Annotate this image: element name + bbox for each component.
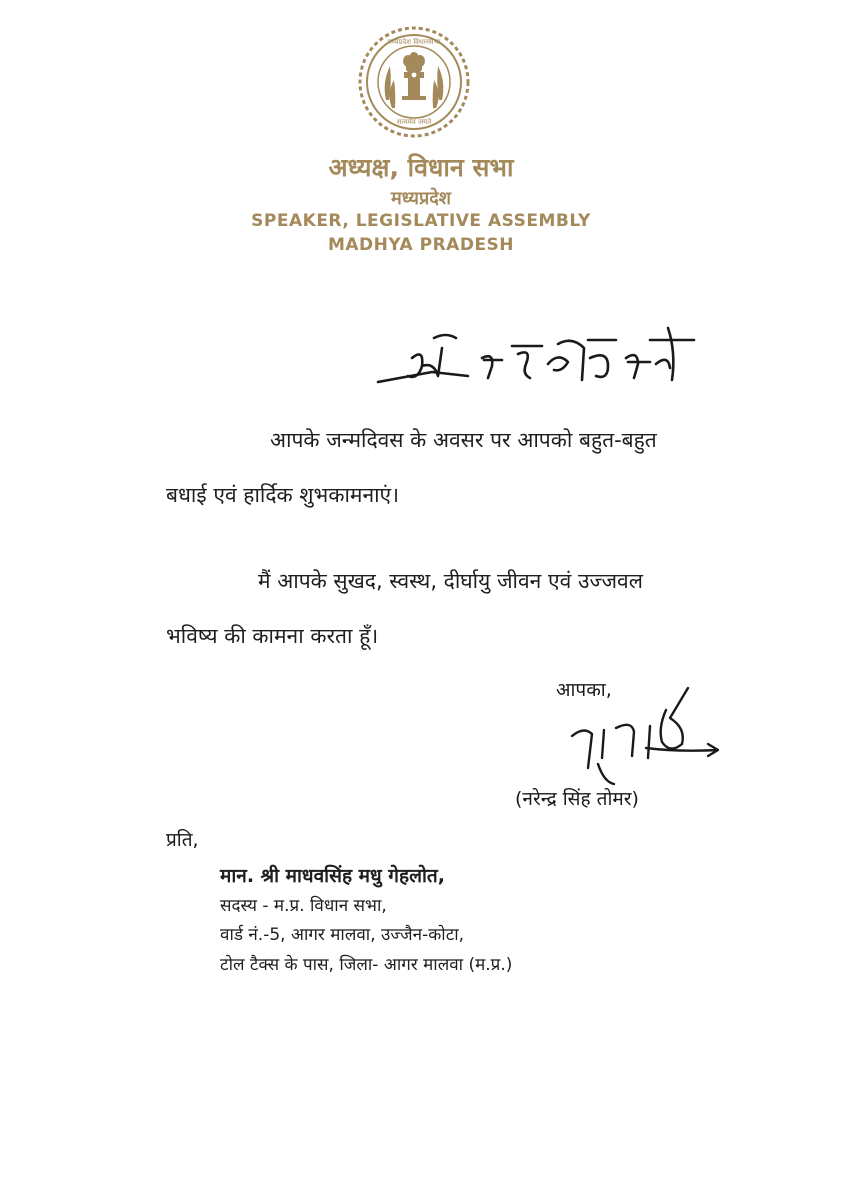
body-paragraph-1-line-1: आपके जन्मदिवस के अवसर पर आपको बहुत-बहुत: [270, 428, 657, 452]
letterhead-state-hindi: मध्यप्रदेश: [390, 188, 451, 209]
recipient-designation: सदस्य - म.प्र. विधान सभा,: [220, 896, 387, 916]
svg-text:सत्यमेव जयते: सत्यमेव जयते: [396, 118, 432, 126]
body-paragraph-2-line-2: भविष्य की कामना करता हूँ।: [166, 624, 379, 648]
body-paragraph-1-line-2: बधाई एवं हार्दिक शुभकामनाएं।: [166, 483, 400, 507]
letterhead-state-english: MADHYA PRADESH: [327, 235, 515, 255]
svg-text:मध्यप्रदेश विधानसभा: मध्यप्रदेश विधानसभा: [387, 38, 441, 46]
body-paragraph-2-line-1: मैं आपके सुखद, स्वस्थ, दीर्घायु जीवन एवं उज्जवल: [258, 569, 643, 593]
assembly-emblem-icon: [356, 24, 472, 140]
sender-name: (नरेन्द्र सिंह तोमर): [515, 788, 639, 810]
recipient-address-line-1: वार्ड नं.-5, आगर मालवा, उज्जैन-कोटा,: [220, 925, 465, 945]
recipient-address-line-2: टोल टैक्स के पास, जिला- आगर मालवा (म.प्र.): [220, 955, 513, 975]
recipient-label: प्रति,: [166, 829, 199, 851]
letterhead-title-english: SPEAKER, LEGISLATIVE ASSEMBLY: [251, 211, 591, 231]
letterhead-title-hindi: अध्यक्ष, विधान सभा: [328, 153, 514, 182]
handwritten-salutation: [372, 318, 702, 396]
recipient-name: मान. श्री माधवसिंह मधु गेहलोत,: [220, 865, 445, 887]
signature: [558, 672, 728, 790]
closing-phrase: आपका,: [556, 679, 612, 701]
